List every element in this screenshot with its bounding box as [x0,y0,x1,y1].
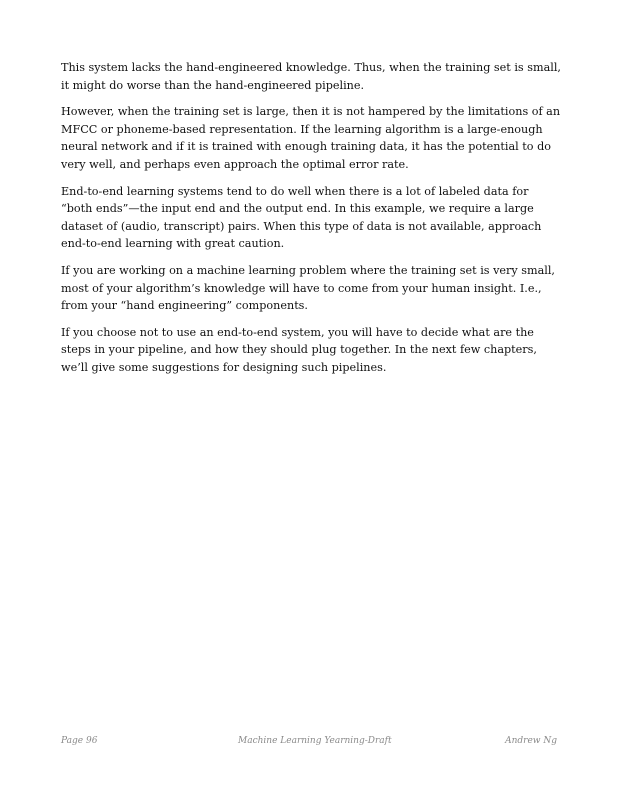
paragraph-1: This system lacks the hand-engineered knowledge. Thus, when the training set is small, it might do worse than the hand-engineered pipeline. [61,61,561,92]
paragraph-3: End-to-end learning systems tend to do well when there is a lot of labeled data for “both ends”—the input end and the output end. In this example, we require a large dataset of (audio, transcript) pairs. When this type of data is not available, approach end-to-end learning with great caution. [61,184,542,251]
footer-page-number: Page 96 [61,736,98,746]
page-footer [61,734,557,748]
footer-book-title: Machine Learning Yearning-Draft [238,736,392,746]
paragraph-2: However, when the training set is large, then it is not hampered by the limitations of an MFCC or phoneme-based representation. If the learning algorithm is a large-enough neural network and if it is trained with enough training data, it has the potential to do very well, and perhaps even approach the optimal error rate. [61,105,561,171]
paragraph-5: If you choose not to use an end-to-end system, you will have to decide what are the steps in your pipeline, and how they should plug together. In the next few chapters, we’ll give some suggestions for designing such pipelines. [61,325,537,374]
footer-author: Andrew Ng [505,736,557,746]
body-text [61,59,561,386]
paragraph-4: If you are working on a machine learning problem where the training set is very small, most of your algorithm’s knowledge will have to come from your human insight. I.e., from your “hand engineering” components. [61,263,555,313]
